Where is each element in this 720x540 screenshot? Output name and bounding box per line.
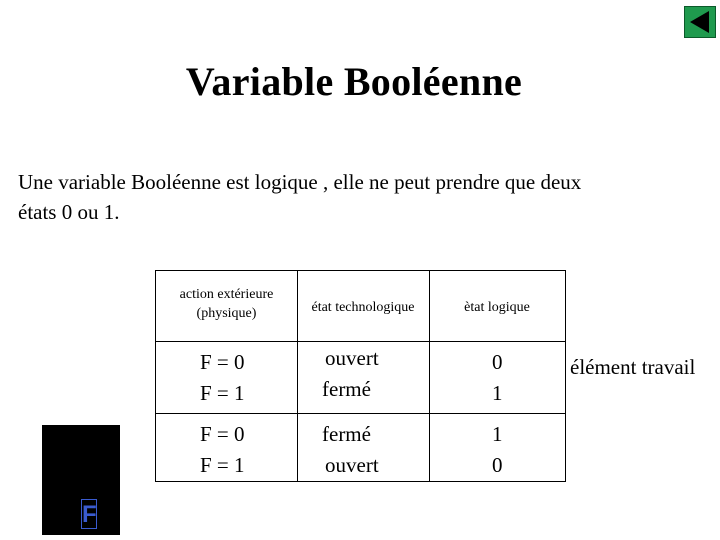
intro-line-2: états 0 ou 1. [18, 200, 120, 224]
row-divider [156, 413, 565, 414]
page-title: Variable Booléenne [185, 59, 523, 104]
row-divider [156, 341, 565, 342]
group2-action: F = 0 F = 1 [200, 422, 245, 477]
group1-techno: ouvert fermé [322, 346, 379, 401]
group1-action: F = 0 F = 1 [200, 350, 245, 405]
side-label: élément travail [570, 355, 696, 379]
truth-table [155, 270, 566, 482]
back-button[interactable] [684, 6, 716, 38]
group2-techno: fermé ouvert [322, 422, 379, 477]
group1-logic: 0 1 [492, 350, 503, 405]
header-techno: état technologique [311, 300, 415, 315]
intro-paragraph [18, 167, 698, 227]
switch-letter: F [82, 501, 97, 528]
header-logic: ètat logique [464, 300, 530, 315]
intro-line-1: Une variable Booléenne est logique , elle ne peut prendre que deux [18, 170, 582, 194]
group2-logic: 1 0 [492, 422, 503, 477]
triangle-left-icon [685, 7, 715, 37]
header-action: action extérieure (physique) [179, 287, 274, 321]
